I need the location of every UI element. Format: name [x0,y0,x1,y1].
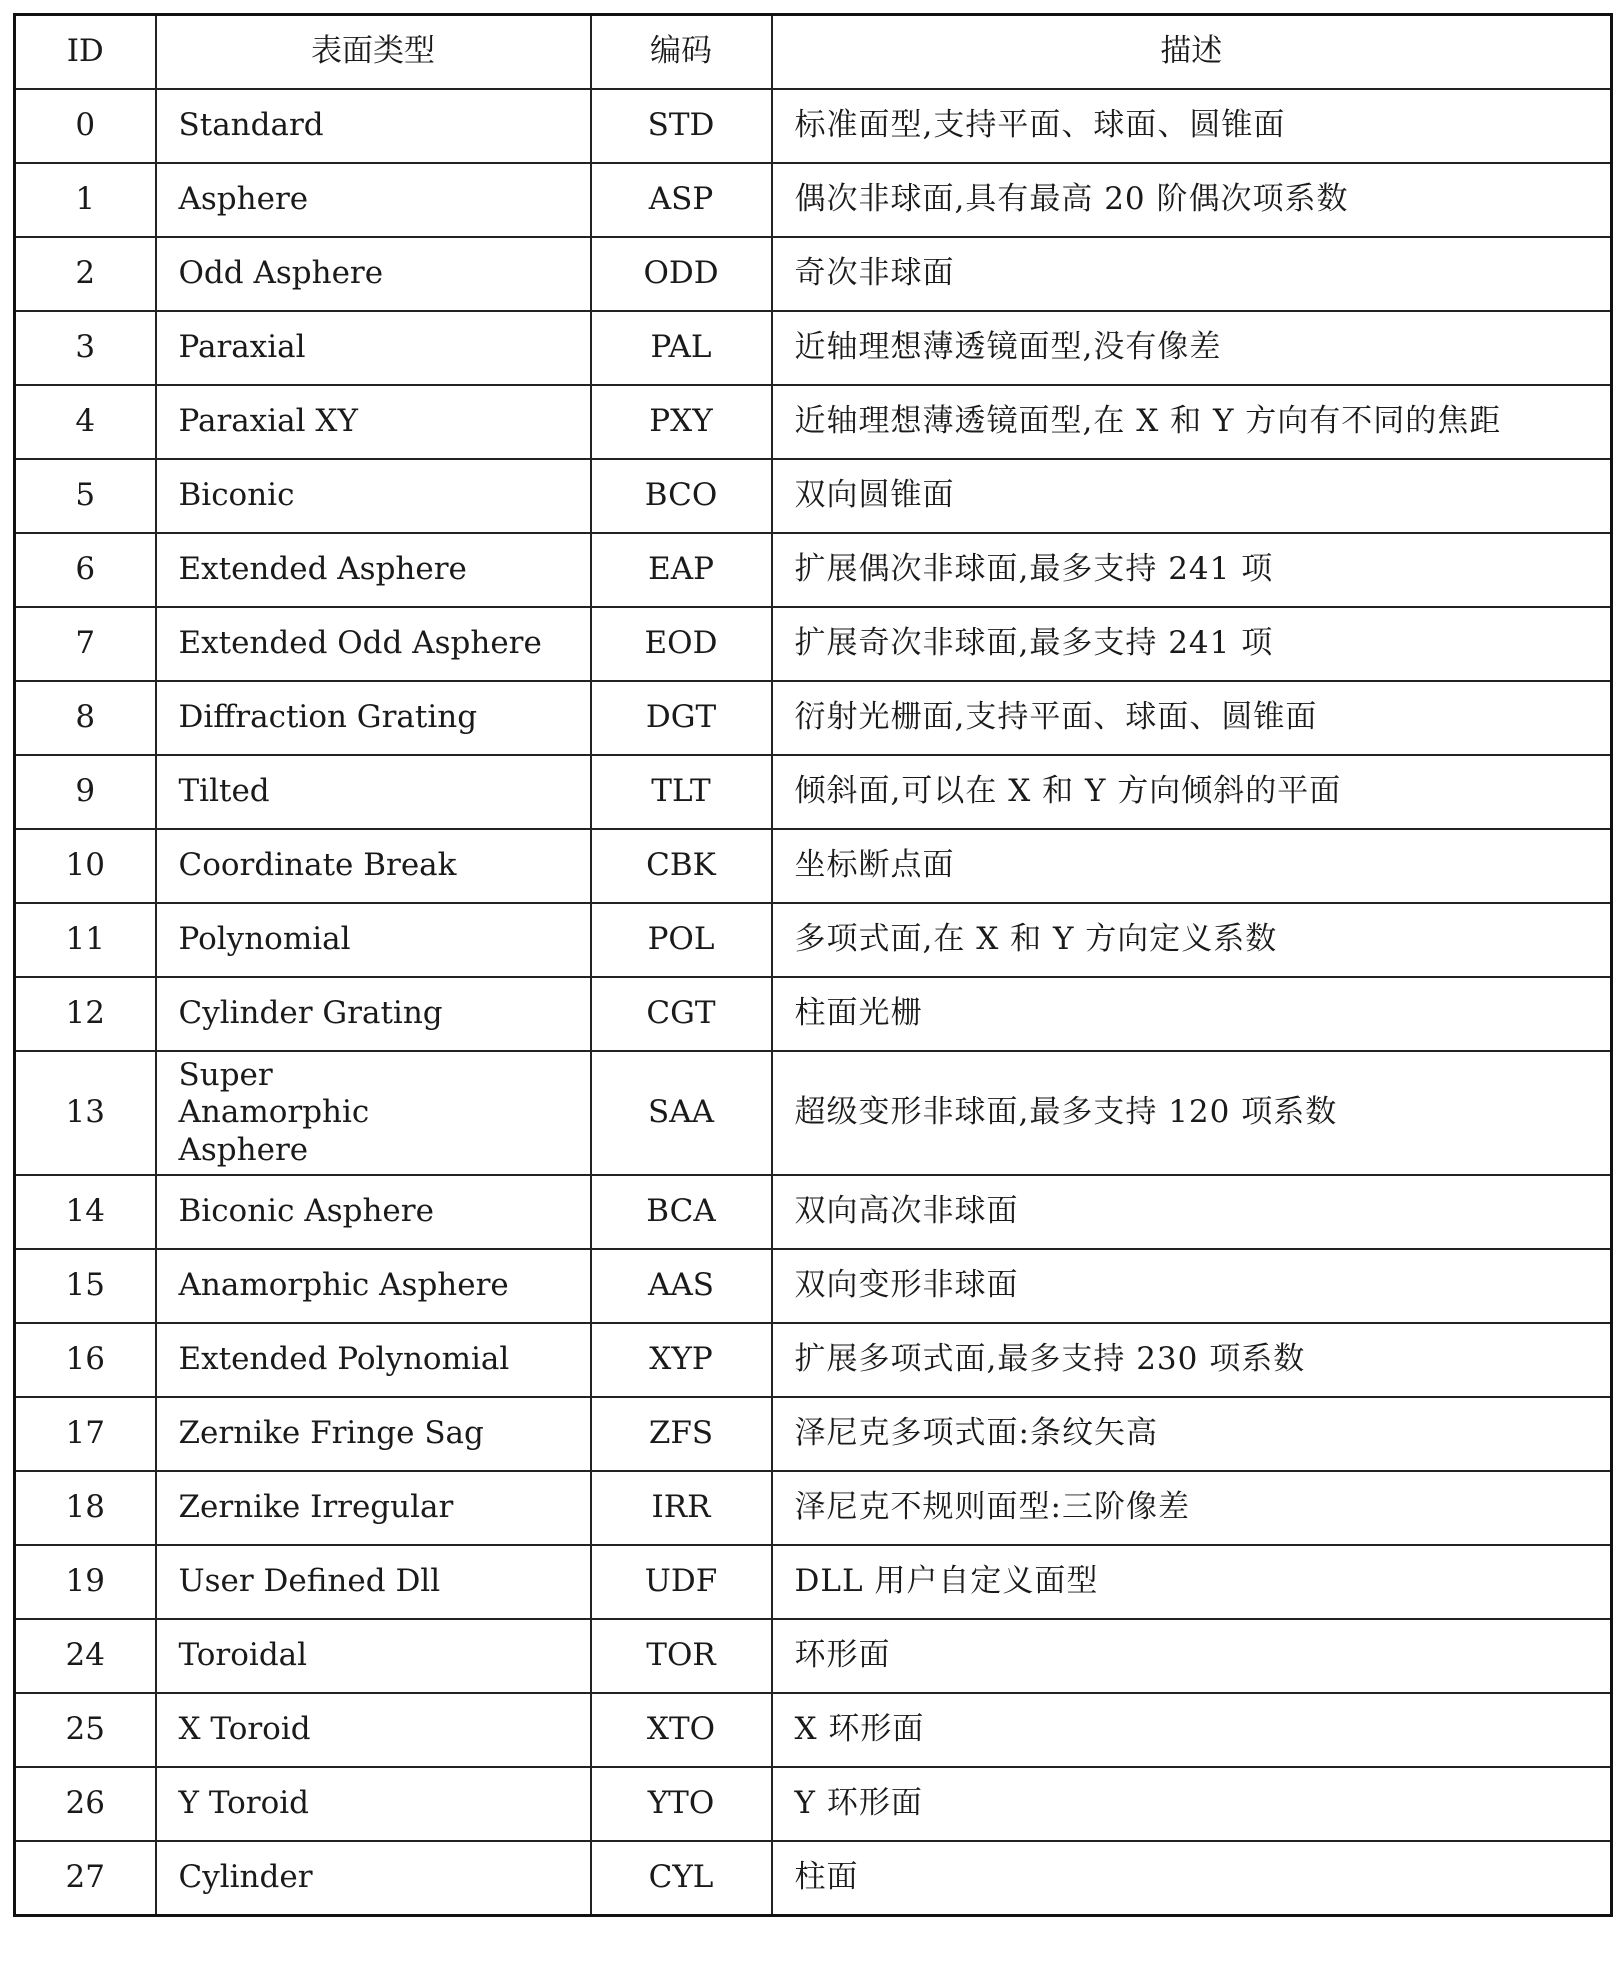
cell-type: Anamorphic Asphere [156,1249,591,1323]
cell-code: UDF [591,1545,772,1619]
cell-id: 14 [15,1175,156,1249]
cell-id: 25 [15,1693,156,1767]
cell-code: POL [591,903,772,977]
cell-code: XYP [591,1323,772,1397]
cell-id: 0 [15,89,156,163]
cell-type: Y Toroid [156,1767,591,1841]
cell-id: 10 [15,829,156,903]
cell-desc: 环形面 [772,1619,1612,1693]
table-row [15,1841,1612,1916]
cell-type: Zernike Irregular [156,1471,591,1545]
table-row [15,977,1612,1051]
cell-code: TLT [591,755,772,829]
cell-id: 15 [15,1249,156,1323]
table-row [15,607,1612,681]
header-id: ID [15,15,156,90]
cell-id: 16 [15,1323,156,1397]
cell-desc: 近轴理想薄透镜面型,在 X 和 Y 方向有不同的焦距 [772,385,1612,459]
cell-type: Zernike Fringe Sag [156,1397,591,1471]
cell-desc: 双向高次非球面 [772,1175,1612,1249]
table-row [15,89,1612,163]
table-row [15,1619,1612,1693]
cell-code: SAA [591,1051,772,1175]
cell-code: TOR [591,1619,772,1693]
cell-type: User Defined Dll [156,1545,591,1619]
cell-id: 1 [15,163,156,237]
table-row [15,829,1612,903]
cell-type: Super Anamorphic Asphere [156,1051,591,1175]
cell-desc: 奇次非球面 [772,237,1612,311]
cell-code: STD [591,89,772,163]
cell-desc: Y 环形面 [772,1767,1612,1841]
cell-type: Paraxial [156,311,591,385]
cell-type: Extended Polynomial [156,1323,591,1397]
cell-type: Extended Odd Asphere [156,607,591,681]
cell-type: Coordinate Break [156,829,591,903]
cell-type: Toroidal [156,1619,591,1693]
table-row [15,903,1612,977]
cell-desc: 衍射光栅面,支持平面、球面、圆锥面 [772,681,1612,755]
table-row [15,1051,1612,1175]
table-row [15,1767,1612,1841]
cell-id: 2 [15,237,156,311]
cell-code: YTO [591,1767,772,1841]
cell-code: PAL [591,311,772,385]
table-row [15,311,1612,385]
cell-desc: 柱面 [772,1841,1612,1916]
cell-id: 17 [15,1397,156,1471]
cell-code: AAS [591,1249,772,1323]
header-surface-type: 表面类型 [156,15,591,90]
cell-type: Diffraction Grating [156,681,591,755]
table-row [15,385,1612,459]
table-row [15,1397,1612,1471]
cell-desc: 扩展多项式面,最多支持 230 项系数 [772,1323,1612,1397]
surface-type-table-container [13,13,1610,1917]
cell-code: CGT [591,977,772,1051]
cell-desc: 超级变形非球面,最多支持 120 项系数 [772,1051,1612,1175]
cell-code: BCA [591,1175,772,1249]
cell-id: 7 [15,607,156,681]
cell-code: ZFS [591,1397,772,1471]
cell-type: Cylinder Grating [156,977,591,1051]
table-row [15,1545,1612,1619]
table-row [15,459,1612,533]
cell-type: Standard [156,89,591,163]
table-header-row [15,15,1612,90]
cell-desc: 双向变形非球面 [772,1249,1612,1323]
cell-type: Extended Asphere [156,533,591,607]
cell-id: 13 [15,1051,156,1175]
cell-desc: 偶次非球面,具有最高 20 阶偶次项系数 [772,163,1612,237]
cell-type: Cylinder [156,1841,591,1916]
cell-type: X Toroid [156,1693,591,1767]
cell-code: PXY [591,385,772,459]
table-row [15,163,1612,237]
cell-code: IRR [591,1471,772,1545]
cell-id: 8 [15,681,156,755]
table-row [15,1175,1612,1249]
cell-id: 11 [15,903,156,977]
cell-code: BCO [591,459,772,533]
cell-code: CBK [591,829,772,903]
cell-type: Odd Asphere [156,237,591,311]
cell-desc: 扩展奇次非球面,最多支持 241 项 [772,607,1612,681]
table-row [15,1249,1612,1323]
cell-code: DGT [591,681,772,755]
cell-type: Biconic [156,459,591,533]
cell-id: 18 [15,1471,156,1545]
table-row [15,1323,1612,1397]
cell-id: 4 [15,385,156,459]
cell-code: ASP [591,163,772,237]
cell-desc: 近轴理想薄透镜面型,没有像差 [772,311,1612,385]
cell-type: Polynomial [156,903,591,977]
cell-id: 9 [15,755,156,829]
cell-code: XTO [591,1693,772,1767]
cell-desc: 泽尼克不规则面型:三阶像差 [772,1471,1612,1545]
cell-id: 27 [15,1841,156,1916]
cell-desc: 双向圆锥面 [772,459,1612,533]
cell-desc: 倾斜面,可以在 X 和 Y 方向倾斜的平面 [772,755,1612,829]
cell-code: EOD [591,607,772,681]
cell-desc: 坐标断点面 [772,829,1612,903]
table-row [15,1693,1612,1767]
header-code: 编码 [591,15,772,90]
cell-desc: 柱面光栅 [772,977,1612,1051]
cell-type: Tilted [156,755,591,829]
cell-type: Biconic Asphere [156,1175,591,1249]
cell-desc: 标准面型,支持平面、球面、圆锥面 [772,89,1612,163]
table-row [15,755,1612,829]
cell-id: 6 [15,533,156,607]
table-row [15,237,1612,311]
surface-type-table [13,13,1613,1917]
cell-desc: 扩展偶次非球面,最多支持 241 项 [772,533,1612,607]
table-row [15,681,1612,755]
cell-code: EAP [591,533,772,607]
table-row [15,1471,1612,1545]
cell-id: 5 [15,459,156,533]
cell-id: 12 [15,977,156,1051]
cell-desc: 多项式面,在 X 和 Y 方向定义系数 [772,903,1612,977]
table-row [15,533,1612,607]
cell-code: ODD [591,237,772,311]
cell-id: 3 [15,311,156,385]
cell-type: Asphere [156,163,591,237]
cell-desc: 泽尼克多项式面:条纹矢高 [772,1397,1612,1471]
cell-id: 19 [15,1545,156,1619]
cell-id: 26 [15,1767,156,1841]
cell-code: CYL [591,1841,772,1916]
cell-type: Paraxial XY [156,385,591,459]
cell-desc: X 环形面 [772,1693,1612,1767]
header-description: 描述 [772,15,1612,90]
cell-desc: DLL 用户自定义面型 [772,1545,1612,1619]
cell-id: 24 [15,1619,156,1693]
